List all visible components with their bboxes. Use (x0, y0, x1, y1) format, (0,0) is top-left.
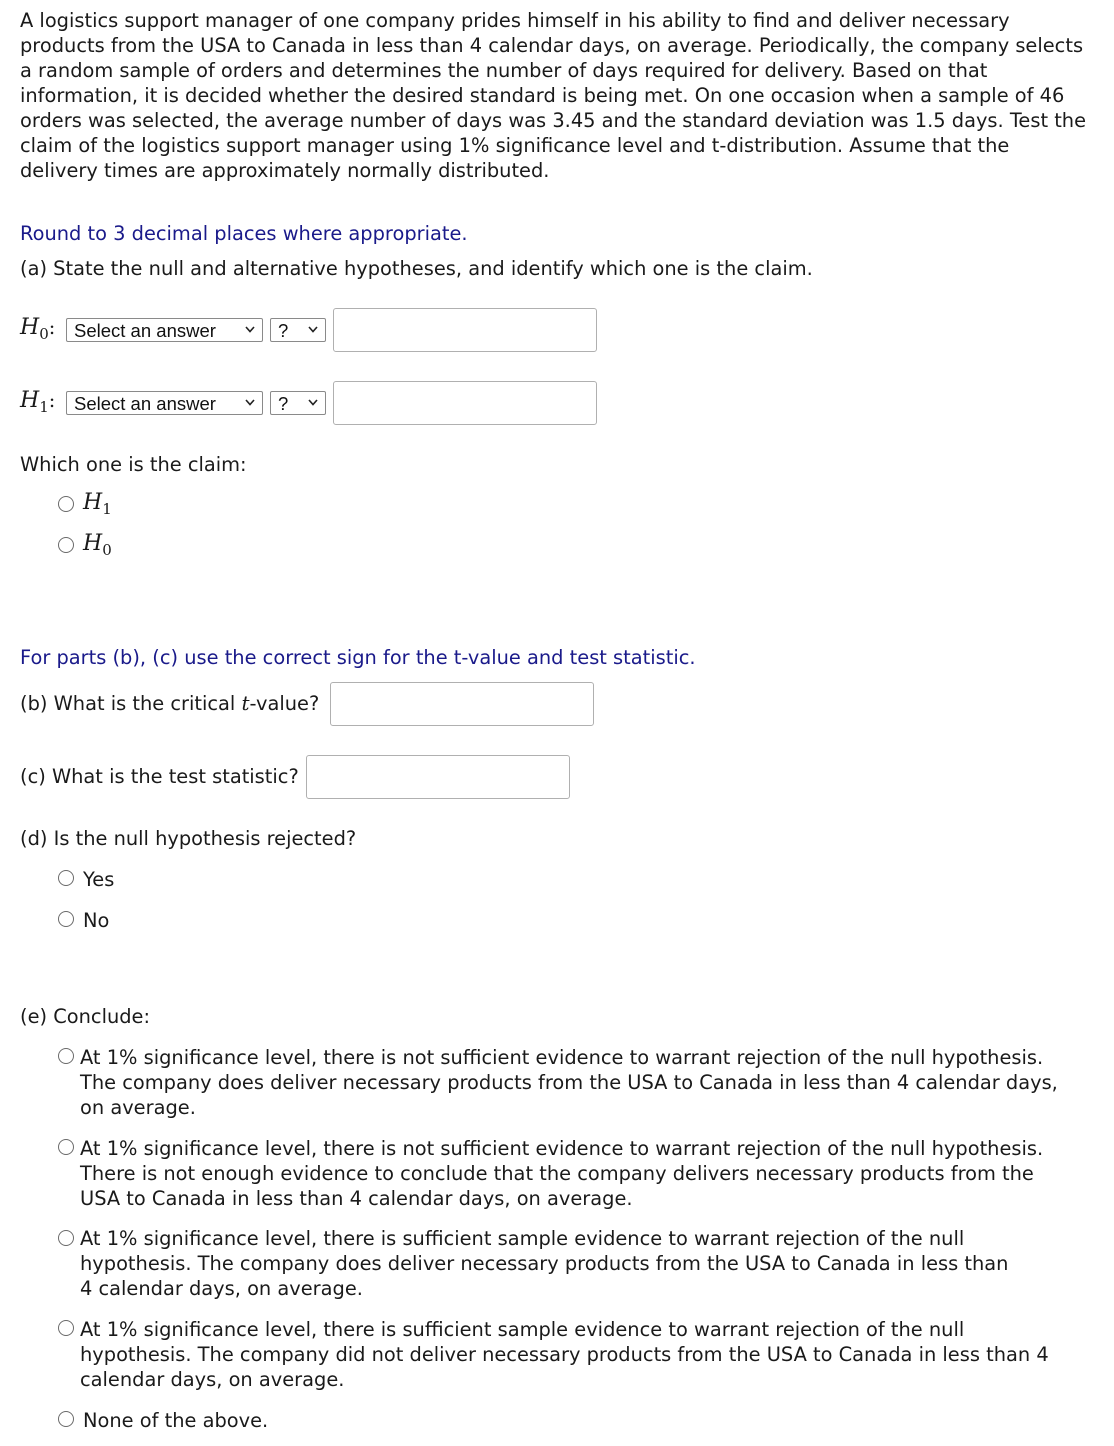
conclusion-option-5: None of the above. (83, 1409, 269, 1432)
question-intro: A logistics support manager of one company prides himself in his ability to find and deliver necessary products from the USA to Canada in less than 4 calendar days, on average. Periodically, the company selects a random sample of orders and determines the number of days required for delivery. Based on that information, it is decided whether the desired standard is being met. On one occasion when a sample of 46 orders was selected, the average number of days was 3.45 and the standard deviation was 1.5 days. Test the claim of the logistics support manager using 1% significance level and t-distribution. Assume that the delivery times are approximately normally distributed. (20, 9, 1087, 182)
reject-no-radio[interactable] (58, 911, 74, 927)
part-d-prompt: (d) Is the null hypothesis rejected? (20, 827, 357, 850)
h0-label: H0: (20, 315, 56, 343)
h1-label: H1: (20, 388, 56, 416)
h0-operator-select[interactable]: ? (270, 318, 326, 342)
claim-radio-h0[interactable] (58, 537, 74, 553)
sign-note: For parts (b), (c) use the correct sign for the t-value and test statistic. (20, 646, 696, 669)
critical-t-input[interactable] (330, 682, 594, 726)
round-note: Round to 3 decimal places where appropriate. (20, 222, 468, 245)
chevron-down-icon (308, 397, 318, 407)
h0-parameter-select[interactable]: Select an answer (66, 318, 263, 342)
part-e-prompt: (e) Conclude: (20, 1005, 151, 1028)
test-statistic-input[interactable] (306, 755, 570, 799)
claim-radio-h1[interactable] (58, 496, 74, 512)
part-a-prompt: (a) State the null and alternative hypotheses, and identify which one is the claim. (20, 257, 813, 280)
conclusion-option-4: At 1% significance level, there is sufficient sample evidence to warrant rejection of the null hypothesis. The company did not deliver necessary products from the USA to Canada in less than 4 calendar days, on average. (80, 1318, 1049, 1391)
claim-option-h1: H1 (83, 490, 112, 518)
conclusion-option-1: At 1% significance level, there is not sufficient evidence to warrant rejection of the null hypothesis. The company does deliver necessary products from the USA to Canada in less than 4 calendar days, on average. (80, 1046, 1058, 1119)
chevron-down-icon (308, 324, 318, 334)
conclusion-radio-3[interactable] (58, 1230, 74, 1246)
claim-prompt: Which one is the claim: (20, 453, 247, 476)
reject-yes-label: Yes (83, 868, 115, 891)
conclusion-option-2: At 1% significance level, there is not sufficient evidence to warrant rejection of the null hypothesis. There is not enough evidence to conclude that the company delivers necessary products from the USA to Canada in less than 4 calendar days, on average. (80, 1137, 1044, 1210)
conclusion-radio-5[interactable] (58, 1411, 74, 1427)
reject-no-label: No (83, 909, 110, 932)
h1-operator-select[interactable]: ? (270, 391, 326, 415)
part-c-prompt: (c) What is the test statistic? (20, 765, 299, 788)
reject-yes-radio[interactable] (58, 870, 74, 886)
chevron-down-icon (245, 397, 255, 407)
conclusion-radio-1[interactable] (58, 1048, 74, 1064)
part-b-prompt: (b) What is the critical t-value? (20, 691, 320, 715)
h1-value-input[interactable] (333, 381, 597, 425)
chevron-down-icon (245, 324, 255, 334)
conclusion-radio-4[interactable] (58, 1320, 74, 1336)
h1-parameter-select[interactable]: Select an answer (66, 391, 263, 415)
h0-value-input[interactable] (333, 308, 597, 352)
conclusion-radio-2[interactable] (58, 1139, 74, 1155)
conclusion-option-3: At 1% significance level, there is sufficient sample evidence to warrant rejection of the null hypothesis. The company does deliver necessary products from the USA to Canada in less than 4 calendar days, on average. (80, 1227, 1009, 1300)
claim-option-h0: H0 (83, 531, 112, 559)
